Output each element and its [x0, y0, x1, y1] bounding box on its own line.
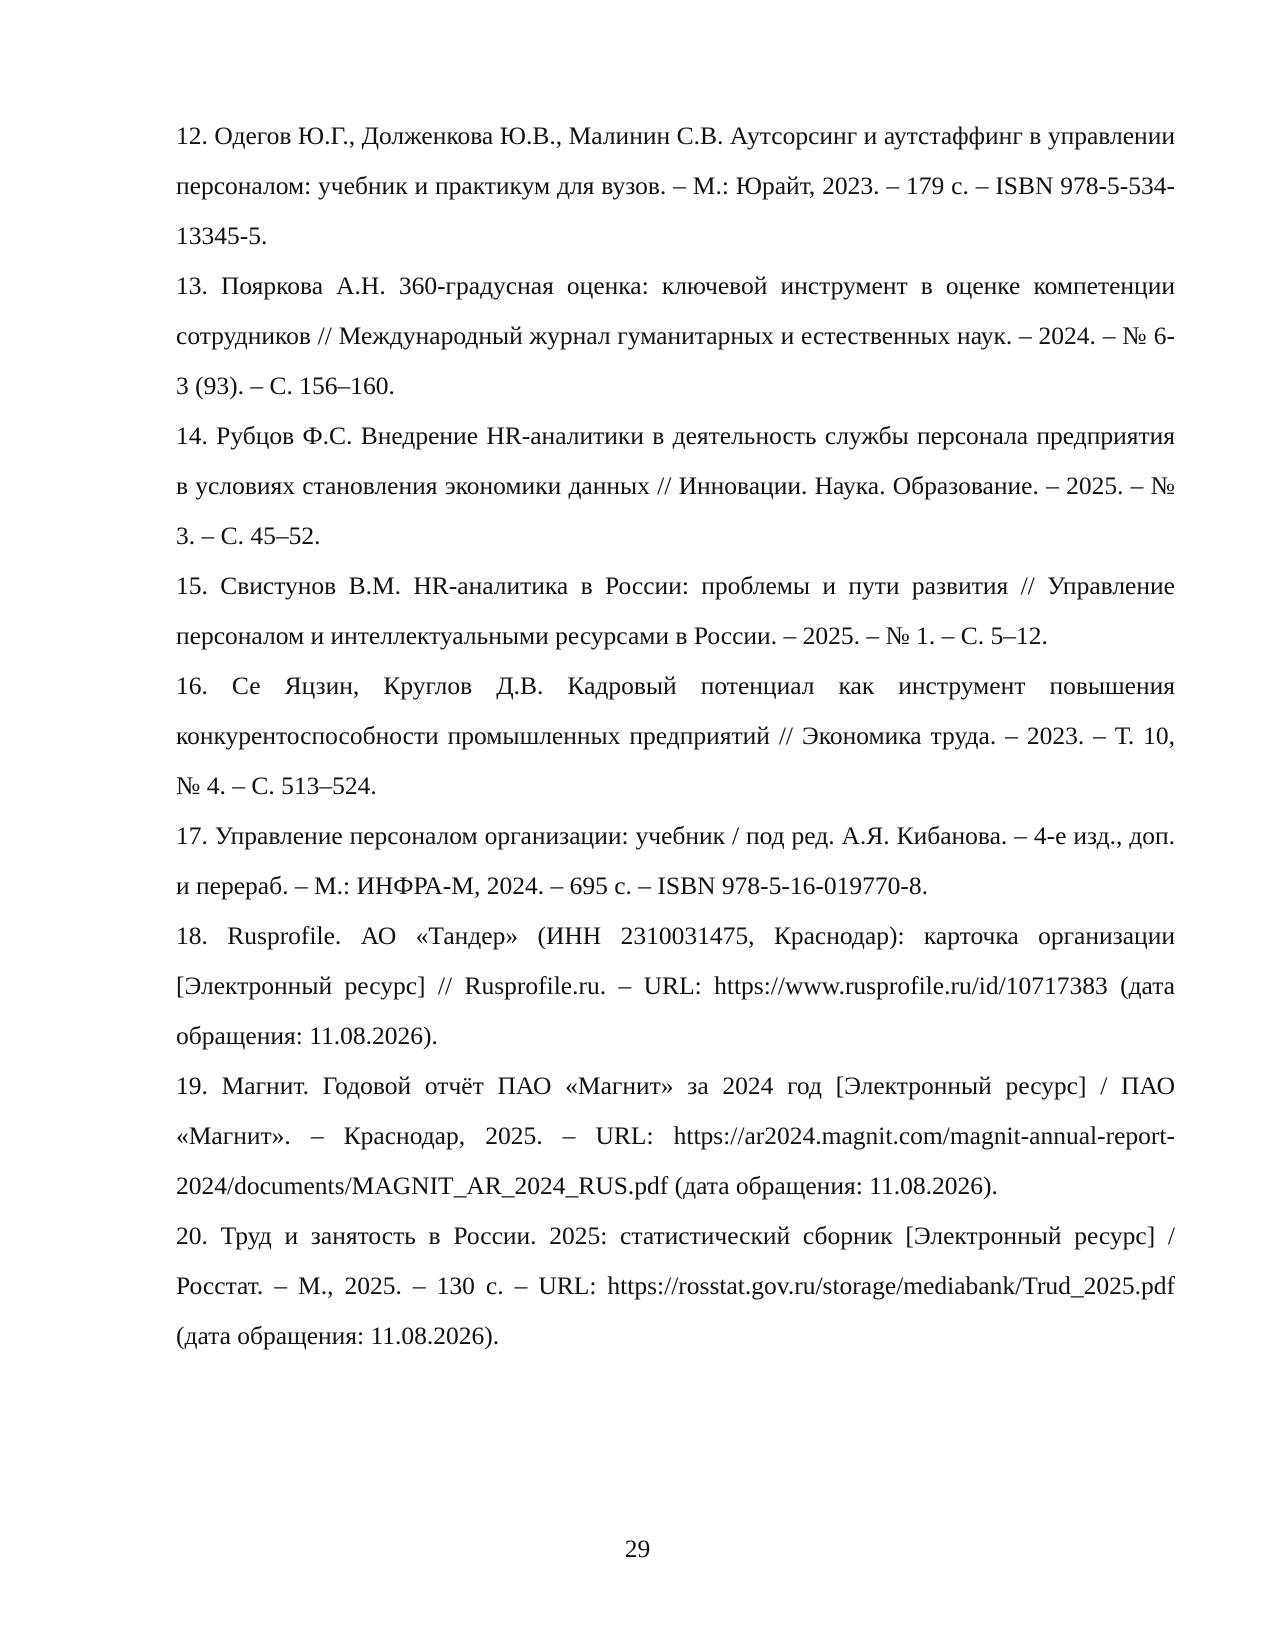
reference-list	[176, 111, 1175, 1361]
reference-item-14: 14. Рубцов Ф.С. Внедрение HR-аналитики в деятельность службы персонала предприятия в условиях становления экономики данных // Инновации. Наука. Образование. – 2025. – № 3. – С. 45–52.	[176, 421, 1175, 550]
reference-item-15: 15. Свистунов В.М. HR-аналитика в России: проблемы и пути развития // Управление персоналом и интеллектуальными ресурсами в России. – 2025. – № 1. – С. 5–12.	[176, 571, 1175, 650]
reference-item-13: 13. Пояркова А.Н. 360-градусная оценка: ключевой инструмент в оценке компетенции сотрудников // Международный журнал гуманитарных и естественных наук. – 2024. – № 6-3 (93). – С. 156–160.	[176, 271, 1175, 400]
reference-item-20: 20. Труд и занятость в России. 2025: статистический сборник [Электронный ресурс] / Росстат. – М., 2025. – 130 с. – URL: https://rosstat.gov.ru/storage/mediabank/Trud_2025.pdf (дата обращения: 11.08.2026).	[176, 1221, 1175, 1350]
reference-item-16: 16. Се Яцзин, Круглов Д.В. Кадровый потенциал как инструмент повышения конкурентоспособности промышленных предприятий // Экономика труда. – 2023. – Т. 10, № 4. – С. 513–524.	[176, 671, 1175, 800]
page-number: 29	[624, 1534, 651, 1563]
reference-item-18: 18. Rusprofile. АО «Тандер» (ИНН 2310031475, Краснодар): карточка организации [Электронный ресурс] // Rusprofile.ru. – URL: https://www.rusprofile.ru/id/10717383 (дата обращения: 11.08.2026).	[176, 921, 1175, 1050]
reference-item-19: 19. Магнит. Годовой отчёт ПАО «Магнит» за 2024 год [Электронный ресурс] / ПАО «Магнит». – Краснодар, 2025. – URL: https://ar2024.magnit.com/magnit-annual-report-2024/documents/MAGNIT_AR_2024_RUS.pdf (дата обращения: 11.08.2026).	[176, 1071, 1175, 1200]
reference-item-17: 17. Управление персоналом организации: учебник / под ред. А.Я. Кибанова. – 4-е изд., доп. и перераб. – М.: ИНФРА-М, 2024. – 695 с. – ISBN 978-5-16-019770-8.	[176, 821, 1175, 900]
reference-item-12: 12. Одегов Ю.Г., Долженкова Ю.В., Малинин С.В. Аутсорсинг и аутстаффинг в управлении персоналом: учебник и практикум для вузов. – М.: Юрайт, 2023. – 179 с. – ISBN 978-5-534-13345-5.	[176, 121, 1175, 250]
